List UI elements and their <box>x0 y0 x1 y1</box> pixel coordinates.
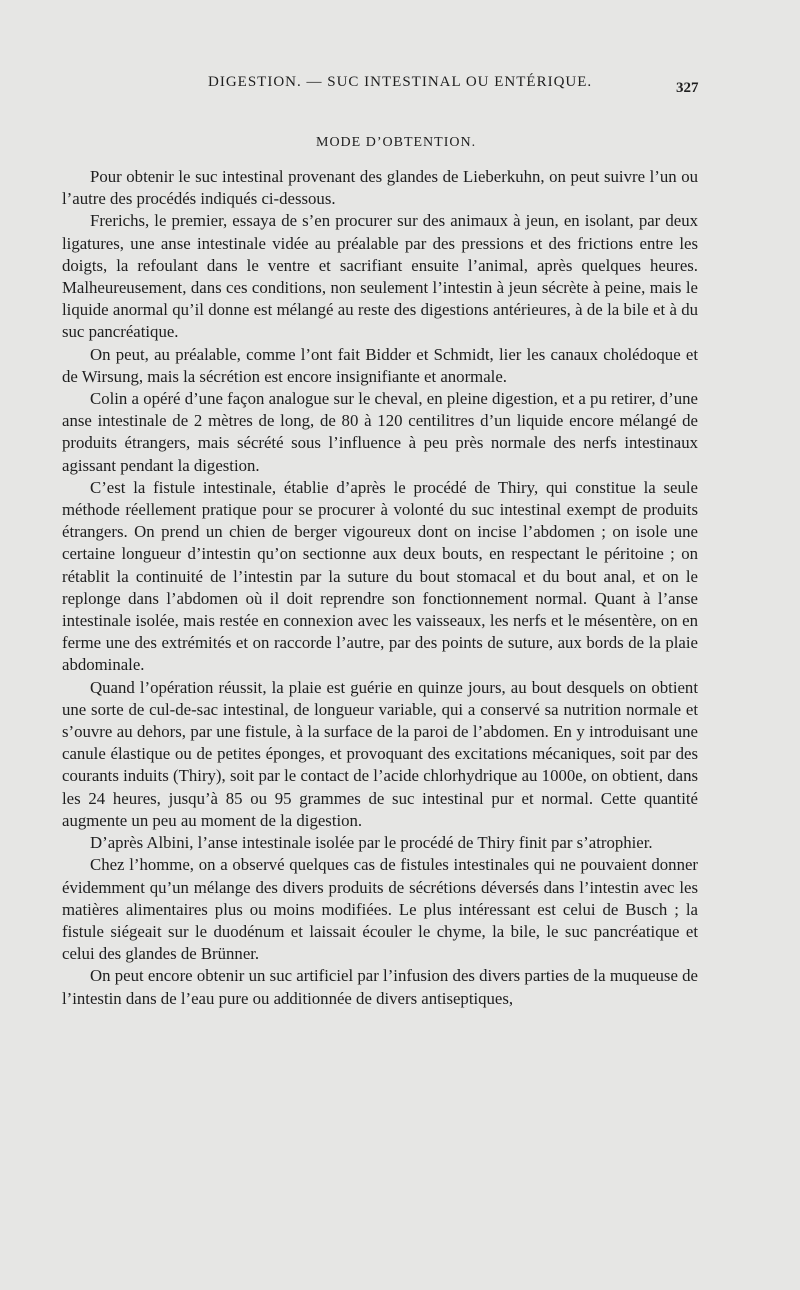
paragraph: Chez l’homme, on a observé quelques cas de fistules intestinales qui ne pouvaient donner évidemment qu’un mélange des divers produits de sécrétions déversés dans l’intestin avec les matières alimentaires plus ou moins modifiées. Le plus intéressant est celui de Busch ; la fistule siégeait sur le duodénum et laissait écouler le chyme, la bile, le suc pancréatique et celui des glandes de Brünner. <box>62 855 698 964</box>
paragraph: D’après Albini, l’anse intestinale isolée par le procédé de Thiry finit par s’atrophier. <box>90 833 653 853</box>
running-head: DIGESTION. — SUC INTESTINAL OU ENTÉRIQUE. <box>208 74 593 90</box>
body-text <box>62 166 698 1010</box>
paragraph: C’est la fistule intestinale, établie d’après le procédé de Thiry, qui constitue la seule méthode réellement pratique pour se procurer à volonté du suc intestinal exempt de produits étrangers. On prend un chien de berger vigoureux dont on incise l’abdomen ; on isole une certaine longueur d’intestin qu’on sectionne aux deux bouts, en respectant le péritoine ; on rétablit la continuité de l’intestin par la suture du bout stomacal et du bout anal, et on le replonge dans l’abdomen où il doit reprendre son fonctionnement normal. Quant à l’anse intestinale isolée, mais restée en connexion avec les vaisseaux, les nerfs et le mésentère, on en ferme une des extrémités et on raccorde l’autre, par des points de suture, aux bords de la plaie abdominale. <box>62 477 698 675</box>
paragraph: Quand l’opération réussit, la plaie est guérie en quinze jours, au bout desquels on obtient une sorte de cul-de-sac intestinal, de longueur variable, qui a conservé sa nutrition normale et s’ouvre au dehors, par une fistule, à la surface de la paroi de l’abdomen. En y introduisant une canule élastique ou de petites éponges, et provoquant des excitations mécaniques, soit par des courants induits (Thiry), soit par le contact de l’acide chlorhydrique au 1000e, on obtient, dans les 24 heures, jusqu’à 85 ou 95 grammes de suc intestinal pur et normal. Cette quantité augmente un peu au moment de la digestion. <box>62 677 698 830</box>
paragraph: Pour obtenir le suc intestinal provenant des glandes de Lieberkuhn, on peut suivre l’un ou l’autre des procédés indiqués ci-dessous. <box>62 167 698 209</box>
paragraph: Colin a opéré d’une façon analogue sur le cheval, en pleine digestion, et a pu retirer, d’une anse intestinale de 2 mètres de long, de 80 à 120 centilitres d’un liquide encore mélangé de produits étrangers, mais sécrété sous l’influence à peu près normale des nerfs intestinaux agissant pendant la digestion. <box>62 389 698 475</box>
paragraph: Frerichs, le premier, essaya de s’en procurer sur des animaux à jeun, en isolant, par deux ligatures, une anse intestinale vidée au préalable par des pressions et des frictions entre les doigts, la refoulant dans le ventre et sacrifiant ensuite l’animal, après quelques heures. Malheureusement, dans ces conditions, non seulement l’intestin à jeun sécrète à peine, mais le liquide anormal qu’il donne est mélangé au reste des digestions antérieures, à de la bile et à du suc pancréatique. <box>62 211 698 342</box>
page-number: 327 <box>676 80 699 96</box>
paragraph: On peut, au préalable, comme l’ont fait Bidder et Schmidt, lier les canaux cholédoque et de Wirsung, mais la sécrétion est encore insignifiante et anormale. <box>62 344 698 386</box>
section-title: MODE D’OBTENTION. <box>316 135 477 150</box>
paragraph: On peut encore obtenir un suc artificiel par l’infusion des divers parties de la muqueuse de l’intestin dans de l’eau pure ou additionnée de divers antiseptiques, <box>62 966 698 1008</box>
